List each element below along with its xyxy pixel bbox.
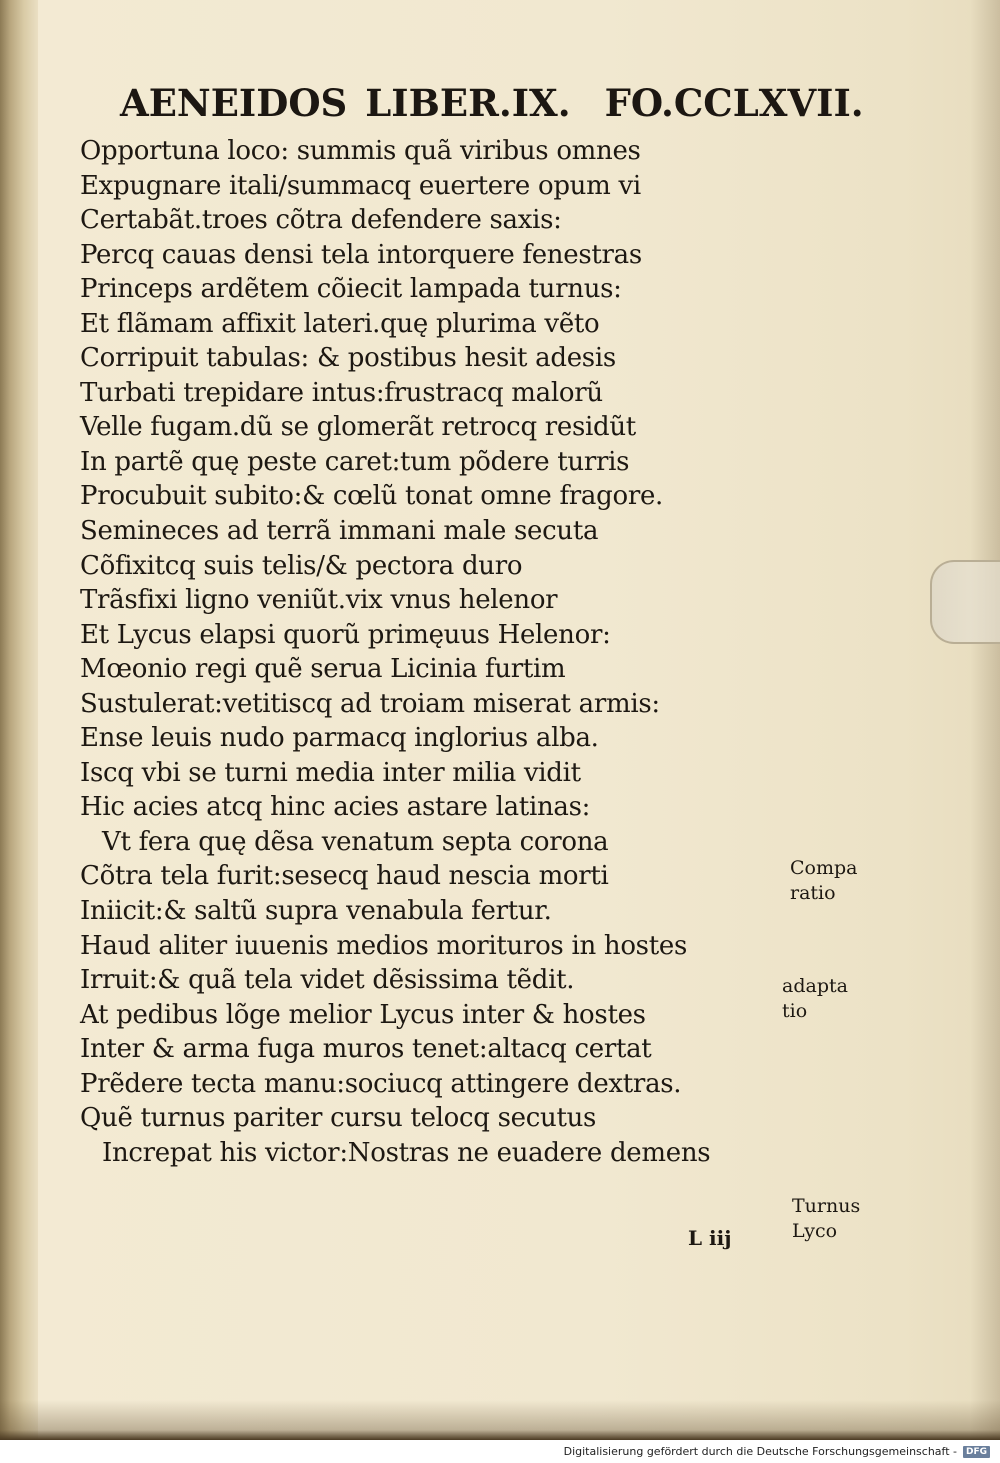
margin-gloss-line: ratio: [790, 882, 836, 904]
verse-block: [80, 134, 760, 1170]
verse-line: Semineces ad terrã immani male secuta: [80, 516, 599, 547]
verse-line: Ense leuis nudo parmacq inglorius alba.: [80, 723, 599, 754]
binding-gutter: [0, 0, 38, 1440]
footer-credit: Digitalisierung gefördert durch die Deutsche Forschungsgemeinschaft -: [563, 1445, 957, 1458]
verse-line: Turbati trepidare intus:frustracq malorũ: [80, 377, 603, 408]
verse-line: Prẽdere tecta manu:sociucq attingere dextras.: [80, 1068, 682, 1099]
footer-bar: [0, 1440, 1000, 1463]
verse-line: Inter & arma fuga muros tenet:altacq certat: [80, 1034, 652, 1065]
verse-line: Hic acies atcq hinc acies astare latinas:: [80, 792, 591, 823]
verse-line: Certabãt.troes cõtra defendere saxis:: [80, 205, 562, 236]
signature-mark: L iij: [688, 1226, 732, 1250]
verse-line: In partẽ quę peste caret:tum põdere turris: [80, 446, 630, 477]
running-head: [120, 78, 864, 128]
verse-line: Irruit:& quã tela videt dẽsissima tẽdit.: [80, 965, 575, 996]
margin-gloss: [792, 1194, 912, 1244]
margin-gloss-line: Compa: [790, 857, 858, 879]
verse-line: Velle fugam.dũ se glomerãt retrocq residũt: [80, 412, 636, 443]
verse-line: Cõfixitcq suis telis/& pectora duro: [80, 550, 523, 581]
verse-line: Sustulerat:vetitiscq ad troiam miserat armis:: [80, 688, 660, 719]
dfg-logo-icon: DFG: [963, 1446, 990, 1458]
verse-line: Haud aliter iuuenis medios morituros in hostes: [80, 930, 687, 961]
verse-line: Trãsfixi ligno veniũt.vix vnus helenor: [80, 585, 558, 616]
verse-line: Cõtra tela furit:sesecq haud nescia morti: [80, 861, 609, 892]
verse-line: Quẽ turnus pariter cursu telocq secutus: [80, 1103, 597, 1134]
verse-line: Iniicit:& saltũ supra venabula fertur.: [80, 896, 552, 927]
verse-line: Mœonio regi quẽ serua Licinia furtim: [80, 654, 566, 685]
verse-line: Corripuit tabulas: & postibus hesit adesis: [80, 343, 616, 374]
verse-line: Et flãmam affixit lateri.quę plurima vẽto: [80, 308, 600, 339]
margin-gloss-line: tio: [782, 1000, 808, 1022]
verse-line: Procubuit subito:& cœlũ tonat omne fragore.: [80, 481, 664, 512]
running-head-folio: FO.CCLXVII.: [604, 81, 864, 125]
margin-gloss-line: Turnus: [792, 1195, 861, 1217]
margin-gloss: [782, 974, 902, 1024]
page-bottom-edge: [0, 1400, 1000, 1440]
verse-line: At pedibus lõge melior Lycus inter & hostes: [80, 999, 646, 1030]
verse-line: Et Lycus elapsi quorũ primęuus Helenor:: [80, 619, 611, 650]
verse-line: Expugnare itali/summacq euertere opum vi: [80, 170, 641, 201]
running-head-liber: LIBER.IX.: [365, 81, 571, 125]
verse-line: Opportuna loco: summis quã viribus omnes: [80, 136, 641, 166]
margin-gloss-line: Lyco: [792, 1220, 838, 1242]
verse-line: Iscq vbi se turni media inter milia vidit: [80, 757, 581, 788]
margin-gloss-line: adapta: [782, 975, 848, 997]
verse-line: Increpat his victor:Nostras ne euadere demens: [102, 1137, 711, 1168]
verse-line: Percq cauas densi tela intorquere fenestras: [80, 239, 642, 270]
page-clip: [930, 560, 1000, 644]
margin-gloss: [790, 856, 910, 906]
page-right-edge: [970, 0, 1000, 1440]
verse-line: Princeps ardẽtem cõiecit lampada turnus:: [80, 274, 622, 305]
verse-line: Vt fera quę dẽsa venatum septa corona: [102, 826, 609, 857]
running-head-title: AENEIDOS: [120, 81, 348, 125]
